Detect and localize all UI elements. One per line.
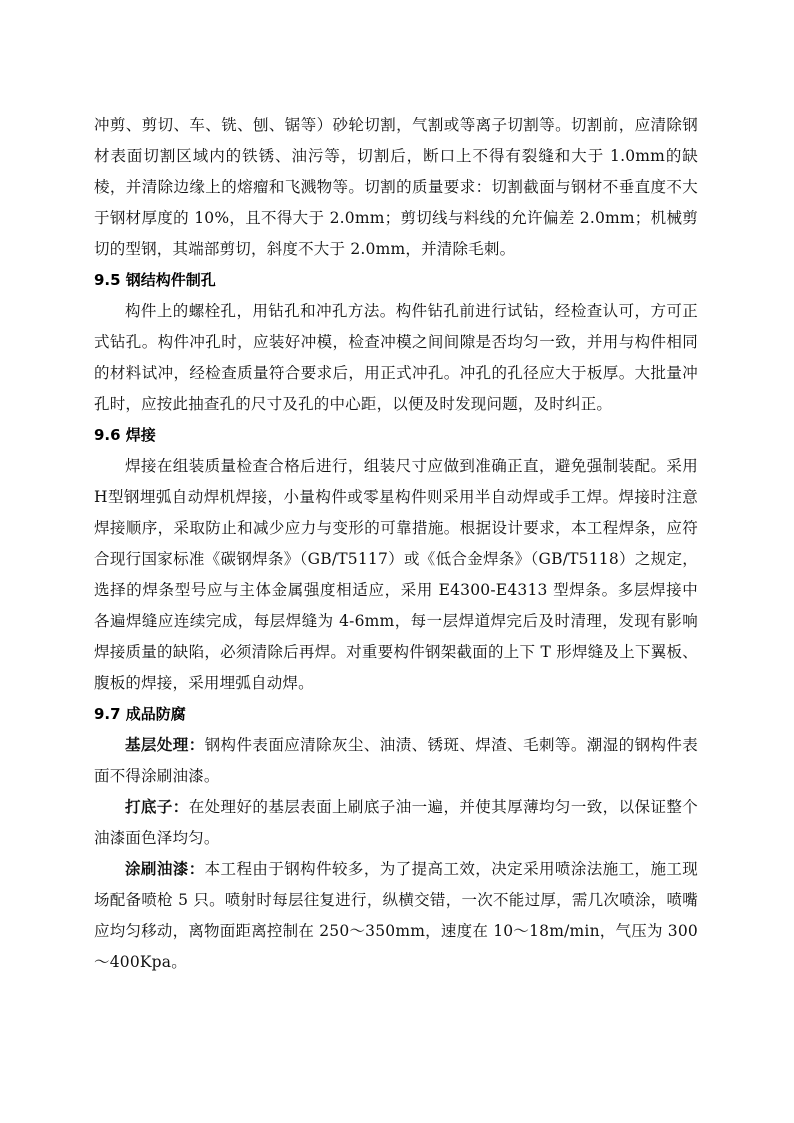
painting-text: 本工程由于钢构件较多，为了提高工效，决定采用喷涂法施工，施工现场配备喷枪 5 只。喷射时每层往复进行，纵横交错，一次不能过厚，需几次喷涂，喷嘴应均匀移动，离物面距离控制在 250～350mm，速度在 10～18m/min，气压为 300～400Kpa。 (94, 860, 698, 971)
base-treatment-label: 基层处理： (125, 736, 205, 754)
section-heading-9-5: 9.5 钢结构件制孔 (94, 271, 216, 289)
painting-paragraph (94, 854, 698, 978)
primer-text: 在处理好的基层表面上刷底子油一遍，并使其厚薄均匀一致，以保证整个油漆面色泽均匀。 (94, 798, 698, 847)
primer-label: 打底子： (125, 798, 189, 816)
welding-paragraph: 焊接在组装质量检查合格后进行，组装尺寸应做到准确正直，避免强制装配。采用 H型钢埋弧自动焊机焊接，小量构件或零星构件则采用半自动焊或手工焊。焊接时注意焊接顺序，采取防止和减少应力与变形的可靠措施。根据设计要求，本工程焊条，应符合现行国家标准《碳钢焊条》（GB/T5117）或《低合金焊条》（GB/T5118）之规定，选择的焊条型号应与主体金属强度相适应，采用 E4300-E4313 型焊条。多层焊接中各遍焊缝应连续完成，每层焊缝为 4-6mm，每一层焊道焊完后及时清理，发现有影响焊接质量的缺陷，必须清除后再焊。对重要构件钢架截面的上下 T 形焊缝及上下翼板、腹板的焊接，采用埋弧自动焊。 (94, 457, 698, 692)
base-treatment-text: 钢构件表面应清除灰尘、油渍、锈斑、焊渣、毛刺等。潮湿的钢构件表面不得涂刷油漆。 (94, 736, 698, 785)
document-page (94, 110, 698, 978)
section-heading-9-7: 9.7 成品防腐 (94, 705, 186, 723)
base-treatment-paragraph (94, 730, 698, 792)
drilling-paragraph: 构件上的螺栓孔，用钻孔和冲孔方法。构件钻孔前进行试钻，经检查认可，方可正式钻孔。构件冲孔时，应装好冲模，检查冲模之间间隙是否均匀一致，并用与构件相同的材料试冲，经检查质量符合要求后，用正式冲孔。冲孔的孔径应大于板厚。大批量冲孔时，应按此抽查孔的尺寸及孔的中心距，以便及时发现问题，及时纠正。 (94, 302, 698, 413)
cutting-paragraph: 冲剪、剪切、车、铣、刨、锯等）砂轮切割，气割或等离子切割等。切割前，应清除钢材表面切割区域内的铁锈、油污等，切割后，断口上不得有裂缝和大于 1.0mm的缺棱，并清除边缘上的熔瘤和飞溅物等。切割的质量要求：切割截面与钢材不垂直度不大于钢材厚度的 10%，且不得大于 2.0mm；剪切线与料线的允许偏差 2.0mm；机械剪切的型钢，其端部剪切，斜度不大于 2.0mm，并清除毛刺。 (94, 116, 698, 258)
primer-paragraph (94, 792, 698, 854)
section-heading-9-6: 9.6 焊接 (94, 426, 156, 444)
painting-label: 涂刷油漆： (125, 860, 205, 878)
